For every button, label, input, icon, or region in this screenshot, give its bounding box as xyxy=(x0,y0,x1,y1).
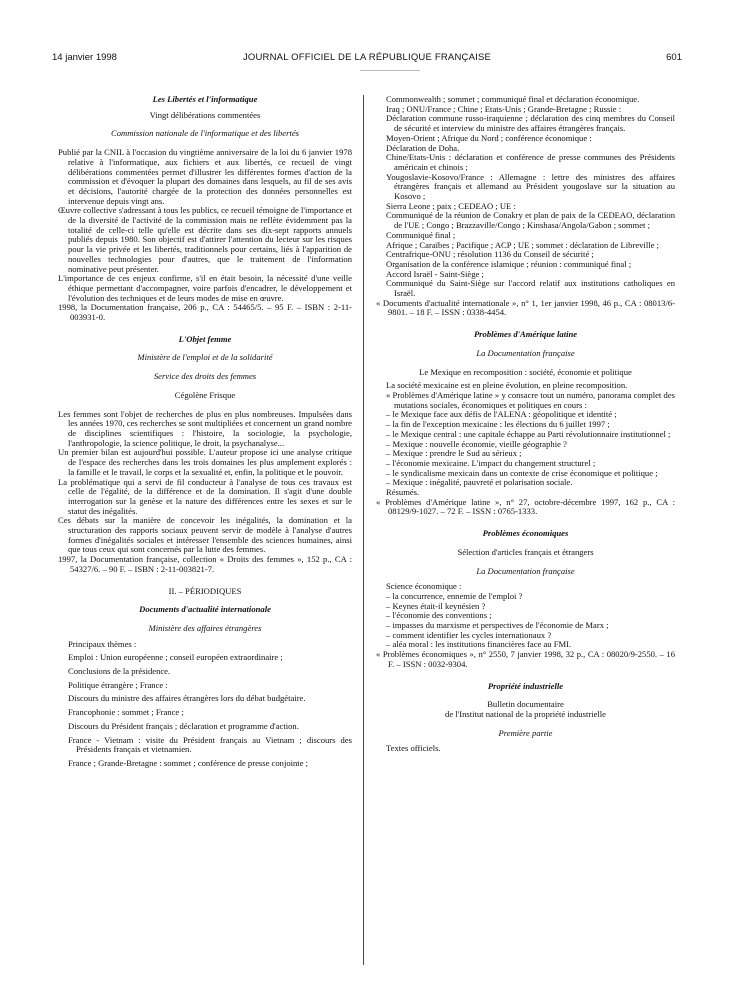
list-item: Afrique ; Caraïbes ; Pacifique ; ACP ; UE ; sommet : déclaration de Libreville ; xyxy=(386,239,659,250)
dash-item: – la concurrence, ennemie de l'emploi ? xyxy=(386,590,523,601)
dash-item: – Keynes était-il keynésien ? xyxy=(386,600,486,611)
list-item: Déclaration de Doha. xyxy=(386,142,460,153)
list-item: Centrafrique-ONU ; résolution 1136 du Conseil de sécurité ; xyxy=(386,249,594,260)
list-item: Communiqué final ; xyxy=(386,229,456,240)
list-item: Yougoslavie-Kosovo/France : Allemagne : lettre des ministres des affaires étrangères français et allemand au Président yougoslave sur la situation au Kosovo ; xyxy=(386,171,675,202)
paragraph: La société mexicaine est en pleine évolution, en pleine recomposition. xyxy=(386,380,628,391)
dash-item: – le Mexique central : une capitale échappe au Parti révolutionnaire institutionnel ; xyxy=(386,428,671,439)
citation: 1997, la Documentation française, collection « Droits des femmes », 152 p., CA : 54327/6. – 90 F. – ISBN : 2-11-003821-7. xyxy=(58,554,352,574)
list-item: Accord Israël - Saint-Siège ; xyxy=(386,268,484,279)
section-subtitle: Vingt délibérations commentées xyxy=(149,109,261,120)
header-date: 14 janvier 1998 xyxy=(52,52,117,63)
list-item: France ; Grande-Bretagne : sommet ; conférence de presse conjointe ; xyxy=(68,757,309,768)
citation: « Problèmes économiques », n° 2550, 7 janvier 1998, 32 p., CA : 08020/9-2550. – 16 F. – ISSN : 0032-9304. xyxy=(376,649,675,669)
section-title: L'Objet femme xyxy=(178,333,232,344)
dash-item: – l'économie mexicaine. L'impact du changement structurel ; xyxy=(386,457,596,468)
section-author: Cégolène Frisque xyxy=(174,389,236,400)
themes-label: Principaux thèmes : xyxy=(68,638,137,649)
dash-item: – la fin de l'exception mexicaine : les élections du 6 juillet 1997 ; xyxy=(386,419,610,430)
citation: 1998, la Documentation française, 206 p., CA : 54465/5. – 95 F. – ISBN : 2-11-003931-0. xyxy=(58,302,352,323)
list-item: Conclusions de la présidence. xyxy=(68,666,171,677)
header-journal-title: JOURNAL OFFICIEL DE LA RÉPUBLIQUE FRANÇAISE xyxy=(242,52,492,63)
left-column xyxy=(58,95,352,769)
citation: « Problèmes d'Amérique latine », n° 27, octobre-décembre 1997, 162 p., CA : 08129/9-1027. – 72 F. – ISSN : 0765-1333. xyxy=(376,496,675,517)
dash-item: – Mexique : prendre le Sud au sérieux ; xyxy=(386,448,522,459)
dash-item: – Mexique : nouvelle économie, vieille géographie ? xyxy=(386,438,567,449)
section-service: Service des droits des femmes xyxy=(153,371,257,382)
list-item: Emploi : Union européenne ; conseil européen extraordinaire ; xyxy=(68,652,283,663)
section-title: Problèmes d'Amérique latine xyxy=(473,329,578,340)
section-title: Propriété industrielle xyxy=(487,680,564,691)
section-subtitle: Sélection d'articles français et étrangers xyxy=(457,546,594,557)
section-title: Problèmes économiques xyxy=(482,528,569,539)
header-rule xyxy=(360,70,420,71)
citation: « Documents d'actualité internationale », n° 1, 1er janvier 1998, 46 p., CA : 08013/6-9801. – 18 F. – ISSN : 0338-4454. xyxy=(376,297,675,318)
right-column xyxy=(376,95,675,754)
list-item: Discours du Président français ; déclaration et programme d'action. xyxy=(68,720,299,731)
section-ministry: Ministère de l'emploi et de la solidarité xyxy=(137,352,273,363)
paragraph: L'importance de ces enjeux confirme, s'il en était besoin, la nécessité d'une veille éthique permettant d'accompagner, voire parfois d'encadrer, le développement et l'évolution des techniques et de leurs modes de mise en œuvre. xyxy=(58,273,352,303)
header-page-number: 601 xyxy=(666,52,682,63)
section-subtitle: Bulletin documentaire xyxy=(487,699,564,710)
section-ministry: Ministère des affaires étrangères xyxy=(148,622,262,633)
list-item: Moyen-Orient ; Afrique du Nord ; conférence économique : xyxy=(386,132,592,143)
section-subject: Le Mexique en recomposition : société, économie et politique xyxy=(419,366,632,377)
dash-item: – Mexique : inégalité, pauvreté et polarisation sociale. xyxy=(386,477,573,488)
section-part: Première partie xyxy=(498,727,553,738)
dash-item: – comment identifier les cycles internationaux ? xyxy=(386,629,552,640)
paragraph: Les femmes sont l'objet de recherches de plus en plus nombreuses. Impulsées dans les années 1970, ces recherches se sont multipliées et concernent un grand nombre de disciplines scientifiques : l'histoire, la sociologie, la psychologie, l'anthropologie, la science politique, le droit, la psychanalyse... xyxy=(58,408,352,448)
list-item: Discours du ministre des affaires étrangères lors du débat budgétaire. xyxy=(68,693,306,704)
list-item: Iraq ; ONU/France ; Chine ; Etats-Unis ; Grande-Bretagne ; Russie : xyxy=(386,103,622,114)
dash-item: – l'économie des conventions ; xyxy=(386,610,492,621)
list-item: Chine/Etats-Unis : déclaration et conférence de presse communes des Présidents américain et chinois ; xyxy=(386,152,675,172)
section-title: Les Libertés et l'informatique xyxy=(152,94,258,104)
list-item: Communiqué du Saint-Siège sur l'accord relatif aux institutions catholiques en Israël. xyxy=(386,278,675,299)
dash-item: – aléa moral : les institutions financières face au FMI. xyxy=(386,639,572,650)
paragraph: Un premier bilan est aujourd'hui possible. L'auteur propose ici une analyse critique de l'espace des recherches dans les trois domaines les plus amplement explorés : la famille et le travail, le corps et la sexualité et, enfin, la politique et le pouvoir. xyxy=(58,447,352,477)
section-subtitle: de l'Institut national de la propriété industrielle xyxy=(445,708,606,719)
list-item: Organisation de la conférence islamique ; réunion : communiqué final ; xyxy=(386,258,632,269)
column-divider xyxy=(363,95,364,965)
part-heading: II. – PÉRIODIQUES xyxy=(168,585,242,596)
dash-item: – impasses du marxisme et perspectives de l'économie de Marx ; xyxy=(386,620,609,631)
list-item: France - Vietnam : visite du Président français au Vietnam ; discours des Présidents français et vietnamien. xyxy=(68,734,352,755)
dash-item: – le syndicalisme mexicain dans un contexte de crise économique et politique ; xyxy=(386,467,658,478)
topic-label: Science économique : xyxy=(386,581,462,592)
page-header xyxy=(52,52,682,66)
list-item: Francophonie : sommet ; France ; xyxy=(68,707,184,718)
paragraph: Textes officiels. xyxy=(386,743,441,754)
dash-item: – le Mexique face aux défis de l'ALENA : géopolitique et identité ; xyxy=(386,409,617,420)
resumes-note: Résumés. xyxy=(386,487,420,498)
section-publisher: La Documentation française xyxy=(476,347,575,358)
list-item: Sierra Leone ; paix ; CEDEAO ; UE : xyxy=(386,200,516,211)
paragraph: Publié par la CNIL à l'occasion du vingtième anniversaire de la loi du 6 janvier 1978 relative à l'informatique, aux fichiers et aux libertés, ce recueil de vingt délibérations commentées permet d'illustrer les différentes formes d'action de la commission et d'évoquer la plupart des domaines dans lesquels, au fil de ses avis et décisions, l'autorité chargée de la protection des données personnelles est intervenue depuis vingt ans. xyxy=(58,147,352,206)
paragraph: Œuvre collective s'adressant à tous les publics, ce recueil témoigne de l'importance et de la diversité de l'activité de la commission mais ne reflète évidemment pas la totalité de celle-ci telle qu'elle est décrite dans ses dix-sept rapports annuels publiés depuis 1980. Son objectif est d'attirer l'attention du lecteur sur les risques pour la vie privée et les libertés, traditionnels pour certains, liés à l'apparition de nouvelles technologies pour d'autres, que le traitement de l'information nominative peut présenter. xyxy=(58,205,352,274)
list-item: Déclaration commune russo-iraquienne ; déclaration des cinq membres du Conseil de sécurité et interview du ministre des affaires étrangères français. xyxy=(386,113,675,134)
paragraph: La problématique qui a servi de fil conducteur à l'analyse de tous ces travaux est celle de l'égalité, de la différence et de la domination. Il s'agit d'une double interrogation sur la genèse et la nature des différences entre les sexes et sur le statut des inégalités. xyxy=(58,476,352,516)
section-publisher: La Documentation française xyxy=(476,565,575,576)
section-title: Documents d'actualité internationale xyxy=(139,604,271,615)
list-item: Communiqué de la réunion de Conakry et plan de paix de la CEDEAO, déclaration de l'UE ; Congo ; Brazzaville/Congo ; Kinshasa/Angola/Gabon ; sommet ; xyxy=(386,210,675,231)
list-item: Commonwealth ; sommet ; communiqué final et déclaration économique. xyxy=(386,94,640,104)
section-author: Commission nationale de l'informatique et des libertés xyxy=(110,128,300,139)
list-item: Politique étrangère ; France : xyxy=(68,679,168,690)
paragraph: « Problèmes d'Amérique latine » y consacre tout un numéro, panorama complet des mutations sociales, économiques et politiques en cours : xyxy=(386,389,675,410)
paragraph: Ces débats sur la manière de concevoir les inégalités, la domination et la structuration des rapports sociaux peuvent servir de modèle à l'analyse d'autres formes d'inégalités sociales et intéresser l'ensemble des sciences humaines, ainsi que tous ceux qui sont concernés par la lutte des femmes. xyxy=(58,515,352,555)
